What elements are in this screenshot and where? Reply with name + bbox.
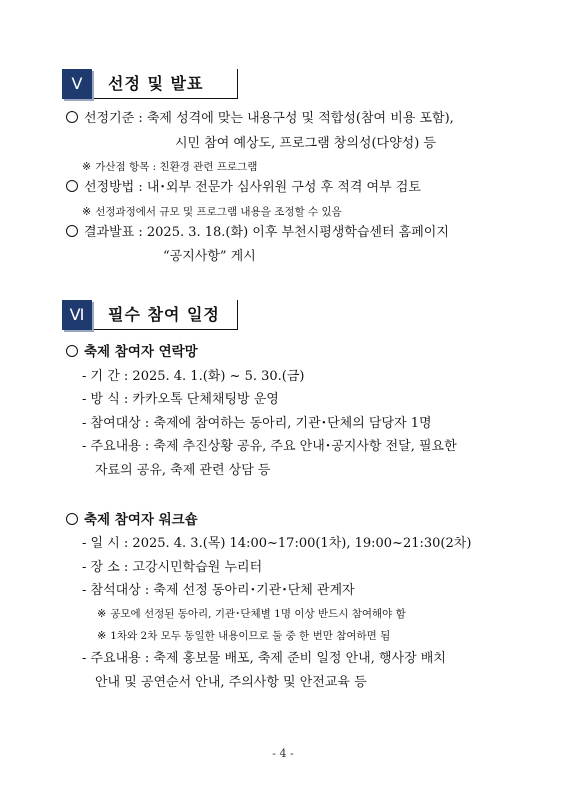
contact-content: - 주요내용 : 축제 추진상황 공유, 주요 안내･공지사항 전달, 필요한 bbox=[82, 439, 457, 454]
section-5-header bbox=[62, 69, 238, 99]
method-line: 선정방법 : 내･외부 전문가 심사위원 구성 후 적격 여부 검토 bbox=[66, 179, 421, 197]
header-underline bbox=[94, 329, 238, 331]
reference-mark-icon: ※ bbox=[97, 629, 107, 642]
workshop-place: - 장 소 : 고강시민학습원 누리터 bbox=[82, 560, 263, 575]
contact-target: - 참여대상 : 축제에 참여하는 동아리, 기관･단체의 담당자 1명 bbox=[82, 416, 432, 431]
header-right-rule bbox=[237, 300, 239, 330]
contact-method: - 방 식 : 카카오톡 단체채팅방 운영 bbox=[82, 392, 279, 407]
workshop-content: - 주요내용 : 축제 홍보물 배포, 축제 준비 일정 안내, 행사장 배치 bbox=[82, 651, 446, 666]
result-line: 결과발표 : 2025. 3. 18.(화) 이후 부천시평생학습센터 홈페이지 bbox=[66, 224, 449, 242]
page-number: - 4 - bbox=[272, 747, 294, 760]
circle-bullet-icon bbox=[66, 225, 78, 237]
reference-mark-icon: ※ bbox=[82, 160, 92, 173]
result-continued: “공지사항” 게시 bbox=[163, 249, 256, 264]
workshop-note-1: ※ 공모에 선정된 동아리, 기관･단체별 1명 이상 반드시 참여해야 함 bbox=[97, 607, 406, 620]
section-5-title: 선정 및 발표 bbox=[108, 74, 204, 93]
circle-bullet-icon bbox=[66, 513, 78, 525]
criteria-continued: 시민 참여 예상도, 프로그램 창의성(다양성) 등 bbox=[175, 136, 436, 151]
workshop-note-2: ※ 1차와 2차 모두 동일한 내용이므로 둘 중 한 번만 참여하면 됨 bbox=[97, 629, 391, 642]
header-right-rule bbox=[237, 69, 239, 99]
circle-bullet-icon bbox=[66, 111, 78, 123]
section-6-header bbox=[62, 300, 238, 330]
workshop-heading: 축제 참여자 워크숍 bbox=[66, 511, 198, 529]
section-5-number: Ⅴ bbox=[62, 69, 92, 99]
bonus-note: ※ 가산점 항목 : 친환경 관련 프로그램 bbox=[82, 160, 258, 173]
criteria-line: 선정기준 : 축제 성격에 맞는 내용구성 및 적합성(참여 비용 포함), bbox=[66, 110, 454, 128]
workshop-datetime: - 일 시 : 2025. 4. 3.(목) 14:00~17:00(1차), 19:00~21:30(2차) bbox=[82, 536, 472, 551]
contact-content-continued: 자료의 공유, 축제 관련 상담 등 bbox=[95, 463, 271, 478]
contact-heading: 축제 참여자 연락망 bbox=[66, 343, 198, 361]
workshop-target: - 참석대상 : 축제 선정 동아리･기관･단체 관계자 bbox=[82, 583, 355, 598]
reference-mark-icon: ※ bbox=[82, 205, 92, 218]
contact-period: - 기 간 : 2025. 4. 1.(화) ~ 5. 30.(금) bbox=[82, 369, 305, 384]
section-6-number: Ⅵ bbox=[62, 300, 92, 330]
circle-bullet-icon bbox=[66, 345, 78, 357]
circle-bullet-icon bbox=[66, 180, 78, 192]
adjust-note: ※ 선정과정에서 규모 및 프로그램 내용을 조정할 수 있음 bbox=[82, 205, 342, 218]
header-underline bbox=[94, 98, 238, 100]
section-6-title: 필수 참여 일정 bbox=[108, 305, 220, 324]
workshop-content-continued: 안내 및 공연순서 안내, 주의사항 및 안전교육 등 bbox=[95, 675, 367, 690]
reference-mark-icon: ※ bbox=[97, 607, 107, 620]
